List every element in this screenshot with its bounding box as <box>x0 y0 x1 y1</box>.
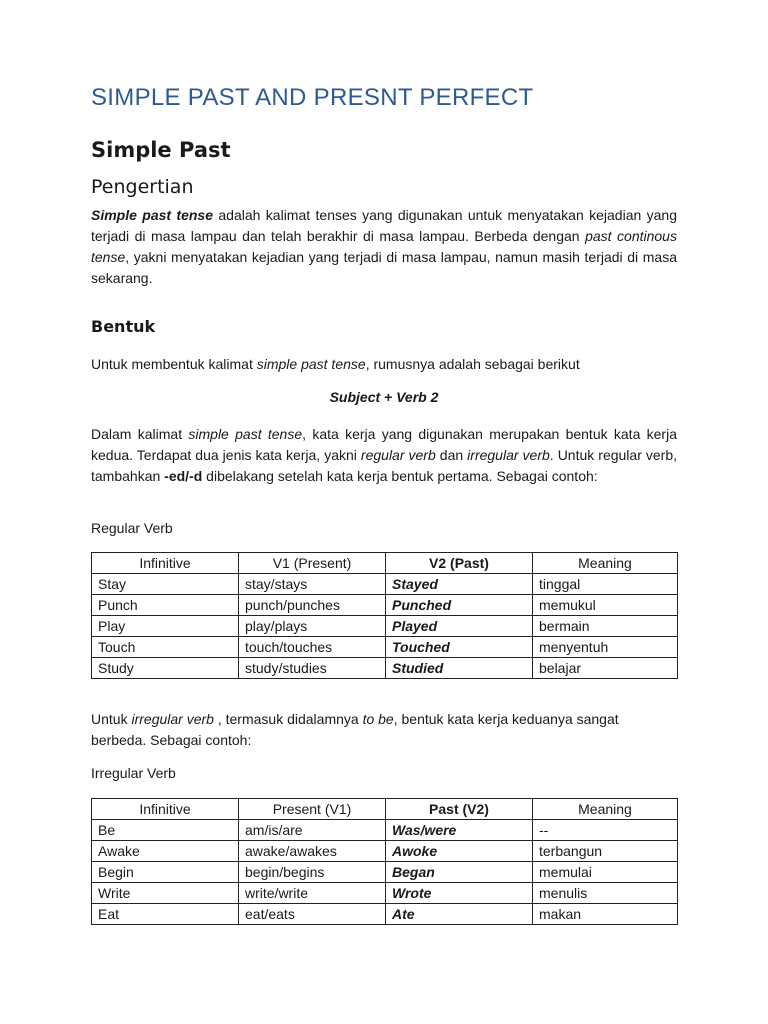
table-cell: belajar <box>533 658 678 679</box>
text: Untuk membentuk kalimat <box>91 356 257 372</box>
table-cell: awake/awakes <box>239 841 386 862</box>
text: , termasuk didalamnya <box>213 711 363 727</box>
table-cell: stay/stays <box>239 574 386 595</box>
table-cell: Wrote <box>386 883 533 904</box>
table-cell: Begin <box>92 862 239 883</box>
table-cell: write/write <box>239 883 386 904</box>
header-cell: Meaning <box>533 799 678 820</box>
paragraph-definition <box>91 205 677 289</box>
table-cell: tinggal <box>533 574 678 595</box>
document-title: SIMPLE PAST AND PRESNT PERFECT <box>91 84 534 111</box>
table-row <box>92 658 678 679</box>
text: , yakni menyatakan kejadian yang terjadi di masa lampau, namun masih terjadi di masa sekarang. <box>91 249 677 286</box>
table-row <box>92 574 678 595</box>
table-cell: Ate <box>386 904 533 925</box>
table-cell: am/is/are <box>239 820 386 841</box>
table-cell: Awoke <box>386 841 533 862</box>
table-cell: play/plays <box>239 616 386 637</box>
table-cell: bermain <box>533 616 678 637</box>
section-heading-simple-past: Simple Past <box>91 138 231 162</box>
table-cell: terbangun <box>533 841 678 862</box>
formula: Subject + Verb 2 <box>329 389 439 405</box>
table-cell: Was/were <box>386 820 533 841</box>
table-cell: Play <box>92 616 239 637</box>
table-row <box>92 862 678 883</box>
term-simple-past-tense: Simple past tense <box>91 207 214 223</box>
table-cell: Punched <box>386 595 533 616</box>
table-cell: Study <box>92 658 239 679</box>
term: simple past tense <box>188 426 303 442</box>
term-irregular-verb: irregular verb <box>467 447 550 463</box>
text: Untuk <box>91 711 132 727</box>
table-cell: Eat <box>92 904 239 925</box>
table-cell: makan <box>533 904 678 925</box>
text: , rumusnya adalah sebagai berikut <box>365 356 580 372</box>
text: Dalam kalimat <box>91 426 189 442</box>
text: dan <box>435 447 468 463</box>
table-cell: Be <box>92 820 239 841</box>
regular-verb-table <box>91 552 678 679</box>
table-cell: Began <box>386 862 533 883</box>
term-irregular-verb: irregular verb <box>131 711 214 727</box>
table-cell: Played <box>386 616 533 637</box>
paragraph-form-intro <box>91 354 677 375</box>
table-row <box>92 616 678 637</box>
table-row <box>92 637 678 658</box>
text: , bentuk kata kerja keduanya sangat berbeda. Sebagai contoh: <box>91 711 619 748</box>
table-row <box>92 595 678 616</box>
text: . Untuk regular verb, tambahkan <box>91 447 678 484</box>
table-row <box>92 883 678 904</box>
term-past-continous-tense: past continous tense <box>91 228 677 265</box>
table-cell: memukul <box>533 595 678 616</box>
paragraph-verb-explanation <box>91 424 677 487</box>
table-cell: begin/begins <box>239 862 386 883</box>
table-cell: Touch <box>92 637 239 658</box>
header-cell: Meaning <box>533 553 678 574</box>
paragraph-irregular-intro <box>91 709 651 751</box>
table-cell: eat/eats <box>239 904 386 925</box>
table-cell: Stayed <box>386 574 533 595</box>
header-cell: V1 (Present) <box>239 553 386 574</box>
table-cell: touch/touches <box>239 637 386 658</box>
table-cell: memulai <box>533 862 678 883</box>
table-cell: Touched <box>386 637 533 658</box>
table-header-row <box>92 553 678 574</box>
header-cell: Infinitive <box>92 553 239 574</box>
table-cell: -- <box>533 820 678 841</box>
subheading-pengertian: Pengertian <box>91 176 194 198</box>
text: dibelakang setelah kata kerja bentuk pertama. Sebagai contoh: <box>202 468 598 484</box>
table-cell: punch/punches <box>239 595 386 616</box>
regular-verb-label: Regular Verb <box>91 520 173 536</box>
table-cell: Studied <box>386 658 533 679</box>
table-cell: Punch <box>92 595 239 616</box>
table-cell: study/studies <box>239 658 386 679</box>
text: adalah kalimat tenses yang digunakan untuk menyatakan kejadian yang terjadi di masa lampau dan telah berakhir di masa lampau. Berbeda dengan <box>91 207 678 244</box>
table-header-row <box>92 799 678 820</box>
table-cell: Write <box>92 883 239 904</box>
text: , kata kerja yang digunakan merupakan bentuk kata kerja kedua. Terdapat dua jenis kata kerja, yakni <box>91 426 677 463</box>
header-cell: Present (V1) <box>239 799 386 820</box>
table-cell: menulis <box>533 883 678 904</box>
subheading-bentuk: Bentuk <box>91 317 156 336</box>
table-cell: Stay <box>92 574 239 595</box>
table-row <box>92 904 678 925</box>
header-cell: Past (V2) <box>386 799 533 820</box>
table-cell: menyentuh <box>533 637 678 658</box>
irregular-verb-label: Irregular Verb <box>91 765 176 781</box>
table-row <box>92 841 678 862</box>
term-to-be: to be <box>362 711 394 727</box>
term-regular-verb: regular verb <box>360 447 436 463</box>
irregular-verb-table <box>91 798 678 925</box>
suffix-ed: -ed/-d <box>164 468 203 484</box>
table-cell: Awake <box>92 841 239 862</box>
header-cell: Infinitive <box>92 799 239 820</box>
table-row <box>92 820 678 841</box>
header-cell: V2 (Past) <box>386 553 533 574</box>
term: simple past tense <box>256 356 366 372</box>
